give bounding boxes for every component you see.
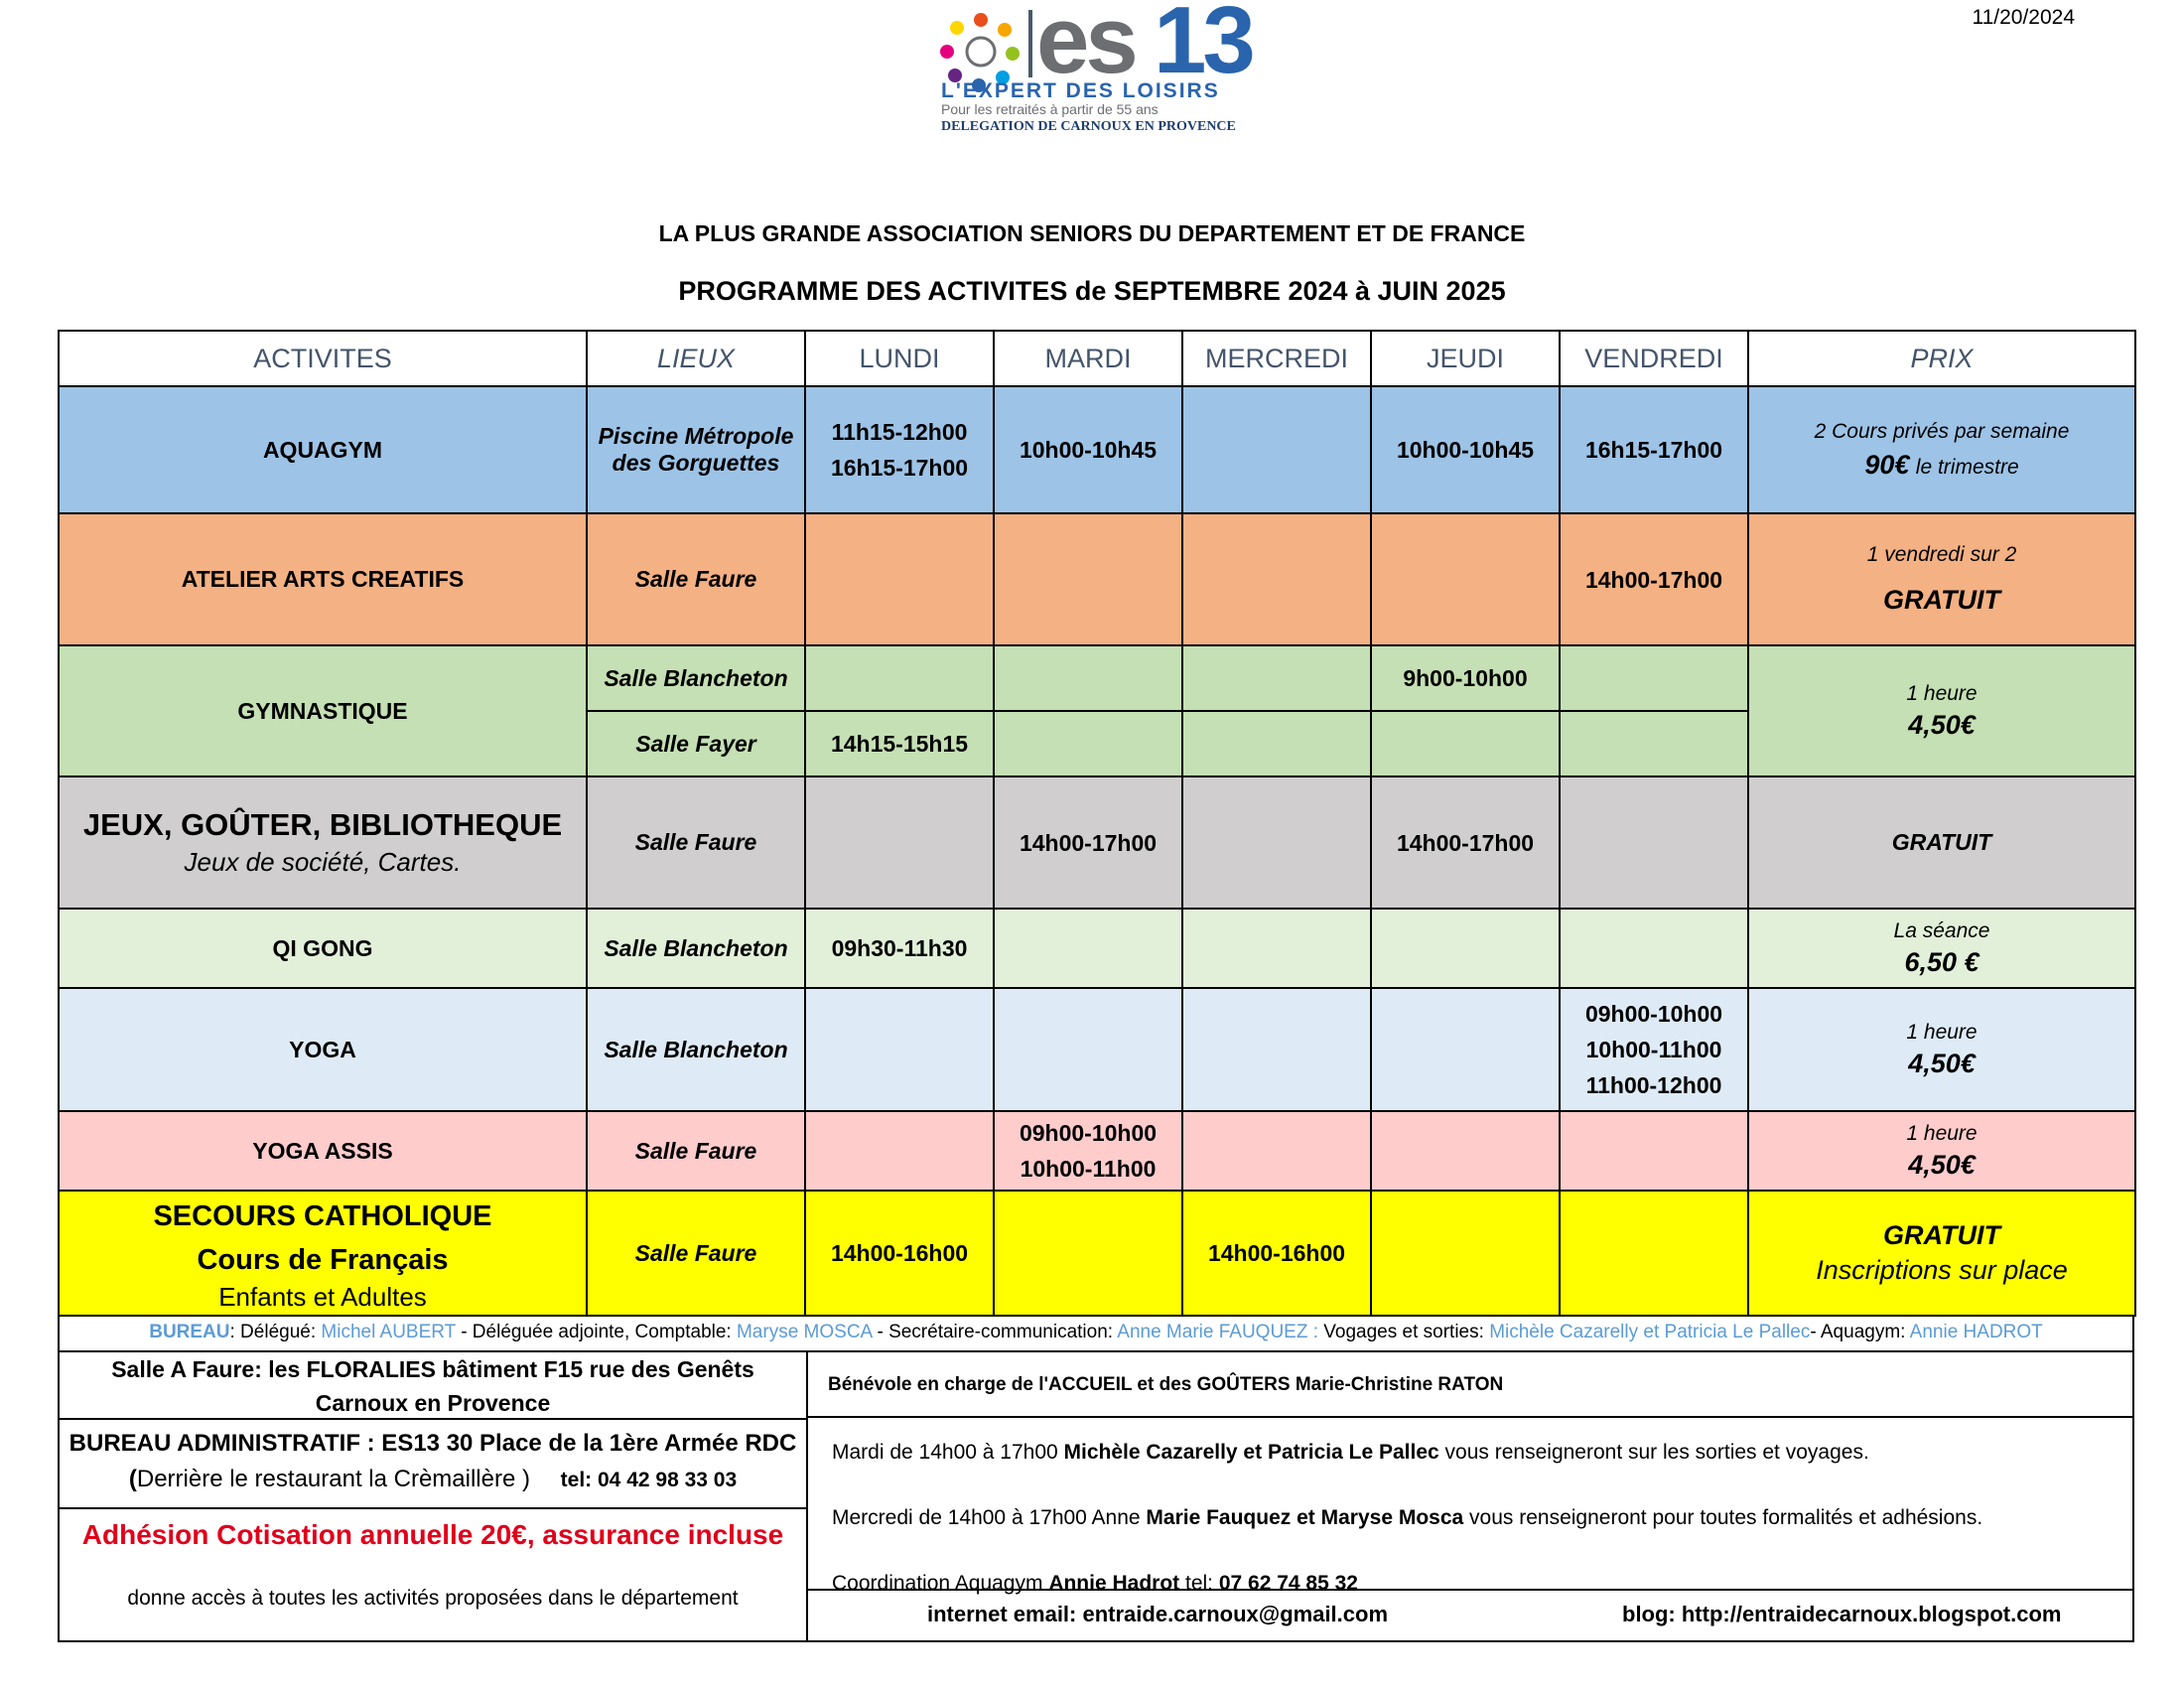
price-cell: [1748, 1191, 2135, 1316]
activity-cell: [59, 1191, 587, 1316]
bureau-text: - Déléguée adjointe, Comptable:: [455, 1322, 737, 1342]
table-row-aquagym: [59, 386, 2135, 513]
time-slot: 09h00-10h00: [1584, 1001, 1723, 1027]
tuesday-slot: [994, 909, 1182, 988]
bureau-text: Vogages et sorties:: [1318, 1322, 1490, 1342]
col-header-vendredi: VENDREDI: [1560, 331, 1748, 386]
contact-line: [832, 1485, 2132, 1551]
email-address[interactable]: internet email: entraide.carnoux@gmail.com: [927, 1602, 1389, 1626]
time-slot: 09h00-10h00: [1019, 1120, 1158, 1146]
table-row-gymnastique: [59, 645, 2135, 711]
thursday-slot: [1371, 711, 1560, 776]
page-subheading: PROGRAMME DES ACTIVITES de SEPTEMBRE 2024 à JUIN 2025: [678, 276, 1506, 306]
benevole-note: Bénévole en charge de l'ACCUEIL et des GOÛTERS Marie-Christine RATON: [808, 1352, 2132, 1418]
monday-slot: [805, 1111, 994, 1191]
contact-text: tel:: [1179, 1572, 1219, 1595]
adhesion-notice: Adhésion Cotisation annuelle 20€, assurance incluse: [81, 1519, 784, 1550]
activity-name: QI GONG: [59, 909, 587, 988]
table-header-row: [59, 331, 2135, 386]
friday-slots: [1560, 988, 1748, 1111]
contact-line: [832, 1420, 2132, 1485]
admin-office-line: BUREAU ADMINISTRATIF : ES13 30 Place de la 1ère Armée RDC: [68, 1430, 797, 1457]
time-slot: 10h00-11h00: [1020, 1156, 1157, 1182]
price-amount: GRATUIT: [1748, 776, 2135, 909]
friday-slot: [1560, 909, 1748, 988]
price-note: La séance: [1893, 918, 1990, 942]
activity-audience: Enfants et Adultes: [218, 1281, 427, 1312]
bureau-label: BUREAU: [149, 1322, 230, 1342]
time-slot: 11h00-12h00: [1585, 1072, 1722, 1098]
price-note: 1 heure: [1906, 1020, 1978, 1044]
contact-text: Mardi de 14h00 à 17h00: [832, 1441, 1064, 1464]
col-header-prix: PRIX: [1748, 331, 2135, 386]
bureau-line: [58, 1315, 2134, 1352]
wednesday-slot: [1182, 1111, 1371, 1191]
price-amount: 6,50 €: [1904, 946, 1979, 977]
activity-name: YOGA: [59, 988, 587, 1111]
price-amount: 4,50€: [1908, 1048, 1976, 1078]
location: Salle Faure: [587, 1111, 805, 1191]
logo-subtitle: Pour les retraités à partir de 55 ans: [941, 101, 1159, 117]
thursday-slot: [1371, 1111, 1560, 1191]
location: Salle Blancheton: [587, 909, 805, 988]
wednesday-slot: [1182, 711, 1371, 776]
table-row-jeux: [59, 776, 2135, 909]
activity-name: SECOURS CATHOLIQUE: [153, 1199, 492, 1232]
activity-name: JEUX, GOÛTER, BIBLIOTHEQUE: [82, 807, 563, 842]
monday-slot: [805, 988, 994, 1111]
thursday-slot: [1371, 988, 1560, 1111]
thursday-slot: 10h00-10h45: [1371, 386, 1560, 513]
price-amount: 4,50€: [1908, 709, 1976, 740]
salle-address-line: Carnoux en Provence: [315, 1390, 551, 1416]
table-row-qi-gong: [59, 909, 2135, 988]
tuesday-slot: [994, 711, 1182, 776]
bureau-name: Michèle Cazarelly et Patricia Le Pallec: [1489, 1322, 1811, 1342]
monday-slot: [805, 513, 994, 645]
admin-phone: tel: 04 42 98 33 03: [560, 1469, 738, 1491]
contact-names: Marie Fauquez et Maryse Mosca: [1146, 1506, 1464, 1529]
friday-slot: [1560, 1111, 1748, 1191]
col-header-mercredi: MERCREDI: [1182, 331, 1371, 386]
activities-table: [58, 330, 2136, 1317]
activity-subtitle: Cours de Français: [197, 1243, 449, 1276]
location: Salle Blancheton: [587, 988, 805, 1111]
activity-name: YOGA ASSIS: [59, 1111, 587, 1191]
friday-slot: 14h00-17h00: [1560, 513, 1748, 645]
monday-slot: [805, 776, 994, 909]
time-slot: 10h00-11h00: [1585, 1037, 1722, 1062]
wednesday-slot: [1182, 988, 1371, 1111]
table-row-arts-creatifs: [59, 513, 2135, 645]
price-cell: [1748, 1111, 2135, 1191]
price-note: 1 vendredi sur 2: [1866, 543, 2017, 566]
wednesday-slot: [1182, 776, 1371, 909]
thursday-slot: [1371, 1191, 1560, 1316]
price-note: Inscriptions sur place: [1816, 1255, 2068, 1285]
col-header-lundi: LUNDI: [805, 331, 994, 386]
table-row-yoga: [59, 988, 2135, 1111]
contact-names: Michèle Cazarelly et Patricia Le Pallec: [1063, 1441, 1439, 1464]
price-note: 2 Cours privés par semaine: [1814, 419, 2070, 443]
logo-es-text: es: [1036, 0, 1135, 93]
thursday-slot: 14h00-17h00: [1371, 776, 1560, 909]
price-cell: [1748, 386, 2135, 513]
table-row-yoga-assis: [59, 1111, 2135, 1191]
bureau-name: Michel AUBERT: [321, 1322, 456, 1342]
bureau-name: Anne Marie FAUQUEZ :: [1117, 1322, 1319, 1342]
adhesion-access-note: donne accès à toutes les activités proposées dans le département: [127, 1587, 739, 1610]
location: Piscine Métropole des Gorguettes: [587, 386, 805, 513]
bureau-text: : Délégué:: [229, 1322, 322, 1342]
friday-slot: [1560, 645, 1748, 711]
page-heading: LA PLUS GRANDE ASSOCIATION SENIORS DU DEPARTEMENT ET DE FRANCE: [658, 220, 1526, 246]
tuesday-slot: [994, 645, 1182, 711]
location: Salle Faure: [587, 776, 805, 909]
time-slot: 16h15-17h00: [830, 455, 969, 481]
monday-slot: [805, 645, 994, 711]
location: Salle Faure: [587, 1191, 805, 1316]
logo-13-text: 13: [1154, 0, 1252, 93]
bureau-name: Maryse MOSCA: [736, 1322, 873, 1342]
price-note: 1 heure: [1906, 681, 1978, 705]
price-amount: 90€: [1864, 449, 1910, 480]
contact-phone: 07 62 74 85 32: [1218, 1572, 1358, 1595]
wednesday-slot: [1182, 909, 1371, 988]
friday-slot: [1560, 776, 1748, 909]
activity-subtitle: Jeux de société, Cartes.: [184, 847, 462, 877]
contact-text: Coordination Aquagym: [832, 1572, 1049, 1595]
wednesday-slot: [1182, 386, 1371, 513]
document-date: 11/20/2024: [1972, 6, 2075, 29]
thursday-slot: [1371, 909, 1560, 988]
price-amount: GRATUIT: [1883, 585, 2000, 615]
col-header-mardi: MARDI: [994, 331, 1182, 386]
bureau-name: Annie HADROT: [1909, 1322, 2043, 1342]
thursday-slot: 9h00-10h00: [1371, 645, 1560, 711]
monday-slots: [805, 386, 994, 513]
wednesday-slot: [1182, 645, 1371, 711]
col-header-activites: ACTIVITES: [59, 331, 587, 386]
wednesday-slot: [1182, 513, 1371, 645]
salle-address: [60, 1352, 806, 1420]
wednesday-slot: 14h00-16h00: [1182, 1191, 1371, 1316]
tuesday-slot: [994, 513, 1182, 645]
salle-address-line: Salle A Faure: les FLORALIES bâtiment F15 rue des Genêts: [111, 1356, 754, 1382]
logo-separator: [1028, 10, 1032, 77]
contact-names: Annie Hadrot: [1048, 1572, 1180, 1595]
activity-name: AQUAGYM: [59, 386, 587, 513]
col-header-lieux: LIEUX: [587, 331, 805, 386]
price-amount: 4,50€: [1908, 1149, 1976, 1180]
admin-office-note: Derrière le restaurant la Crèmaillère ): [136, 1466, 530, 1492]
logo-tagline: L'EXPERT DES LOISIRS: [941, 79, 1220, 102]
monday-slot: 14h15-15h15: [805, 711, 994, 776]
table-row-secours-catholique: [59, 1191, 2135, 1316]
activity-name: ATELIER ARTS CREATIFS: [59, 513, 587, 645]
price-note: 1 heure: [1906, 1121, 1978, 1145]
friday-slot: 16h15-17h00: [1560, 386, 1748, 513]
location: Salle Blancheton: [587, 645, 805, 711]
activity-cell: [59, 776, 587, 909]
contact-info: [808, 1420, 2132, 1617]
activity-name: GYMNASTIQUE: [59, 645, 587, 776]
contact-text: Mercredi de 14h00 à 17h00 Anne: [832, 1506, 1147, 1529]
friday-slot: [1560, 711, 1748, 776]
time-slot: 11h15-12h00: [831, 419, 968, 445]
footer-box: [58, 1350, 2134, 1642]
tuesday-slot: 10h00-10h45: [994, 386, 1182, 513]
price-suffix: le trimestre: [1915, 455, 2019, 479]
contact-text: vous renseigneront sur les sorties et voyages.: [1438, 1441, 1869, 1464]
price-cell: [1748, 645, 2135, 776]
price-line: [1755, 450, 2128, 481]
blog-link[interactable]: blog: http://entraidecarnoux.blogspot.com: [1622, 1602, 2062, 1626]
logo-delegation: DELEGATION DE CARNOUX EN PROVENCE: [941, 119, 1236, 134]
price-cell: [1748, 909, 2135, 988]
contact-text: vous renseigneront pour toutes formalités et adhésions.: [1463, 1506, 1983, 1529]
tuesday-slot: [994, 1191, 1182, 1316]
monday-slot: 09h30-11h30: [805, 909, 994, 988]
col-header-jeudi: JEUDI: [1371, 331, 1560, 386]
tuesday-slot: 14h00-17h00: [994, 776, 1182, 909]
tuesday-slot: [994, 988, 1182, 1111]
bureau-text: - Aquagym:: [1810, 1322, 1910, 1342]
tuesday-slots: [994, 1111, 1182, 1191]
online-contacts: [808, 1589, 2132, 1642]
price-cell: [1748, 513, 2135, 645]
paren: (: [128, 1466, 137, 1492]
price-amount: GRATUIT: [1883, 1220, 2000, 1250]
es13-logo: [937, 0, 1265, 139]
admin-office: [60, 1420, 806, 1509]
price-cell: [1748, 988, 2135, 1111]
admin-office-line: [60, 1462, 806, 1498]
monday-slot: 14h00-16h00: [805, 1191, 994, 1316]
location: Salle Fayer: [587, 711, 805, 776]
location: Salle Faure: [587, 513, 805, 645]
thursday-slot: [1371, 513, 1560, 645]
friday-slot: [1560, 1191, 1748, 1316]
bureau-text: - Secrétaire-communication:: [872, 1322, 1118, 1342]
